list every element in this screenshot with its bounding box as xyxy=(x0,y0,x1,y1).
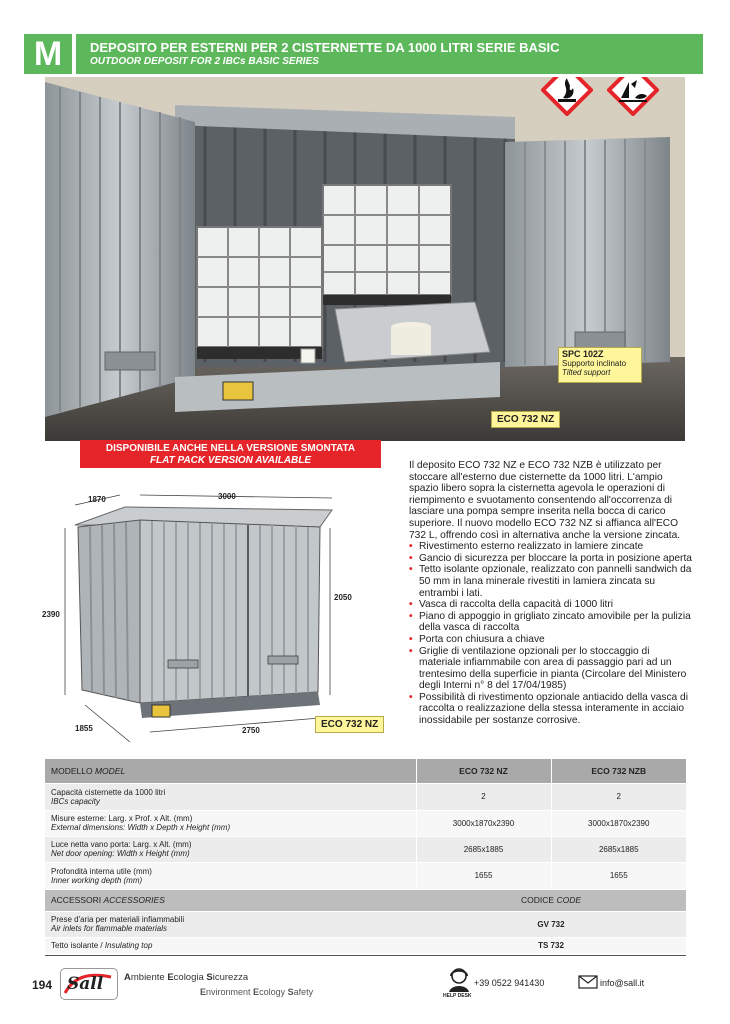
accessory-row xyxy=(45,911,686,937)
banner-line-en: FLAT PACK VERSION AVAILABLE xyxy=(149,455,312,466)
drawing-model-tag: ECO 732 NZ xyxy=(315,716,384,733)
accessory-code: GV 732 xyxy=(416,911,686,937)
table-cell: 2 xyxy=(551,783,686,810)
tagline-initial: A xyxy=(124,972,131,983)
row-label-en: External dimensions: Width x Depth x Height (mm) xyxy=(51,823,231,832)
row-label xyxy=(45,862,416,889)
helpdesk-label: HELP DESK xyxy=(443,993,472,999)
dim-height-door: 2050 xyxy=(334,593,352,602)
dim-height-total: 2390 xyxy=(42,610,60,619)
tagline-word: cologia xyxy=(173,972,207,983)
tagline-word: afety xyxy=(293,987,314,997)
table-cell: 2685x1885 xyxy=(551,836,686,862)
code-header xyxy=(416,889,686,911)
accessories-header-en: ACCESSORIES xyxy=(103,895,165,905)
feature-item: • Piano di appoggio in grigliato zincato amovibile per la pulizia della vasca di raccolta xyxy=(409,611,694,634)
spc-callout xyxy=(558,347,642,383)
feature-list xyxy=(409,541,694,727)
table-bottom-rule xyxy=(45,955,686,956)
accessory-label: Tetto isolante / Insulating top xyxy=(45,937,416,953)
dim-depth-top: 1870 xyxy=(88,495,106,504)
row-label-it: Capacità cisternette da 1000 litri xyxy=(51,787,166,797)
table-row xyxy=(45,862,686,889)
page-title: DEPOSITO PER ESTERNI PER 2 CISTERNETTE DA 1000 LITRI SERIE BASIC xyxy=(90,40,560,55)
tagline-word: mbiente xyxy=(130,972,168,983)
accessory-label-it: Prese d'aria per materiali infiammabili xyxy=(51,915,185,924)
accessory-label-en: Insulating top xyxy=(104,940,153,950)
table-cell: 1655 xyxy=(416,862,551,889)
row-label-it: Misure esterne: Larg. x Prof. x Alt. (mm) xyxy=(51,814,193,823)
tagline-word: nvironment xyxy=(206,987,254,997)
row-label xyxy=(45,783,416,810)
accessory-label xyxy=(45,911,416,937)
dim-depth-bottom: 1855 xyxy=(75,724,93,733)
model-col-2: ECO 732 NZB xyxy=(551,759,686,783)
table-row xyxy=(45,783,686,810)
row-label-en: Net door opening: Width x Height (mm) xyxy=(51,849,190,858)
logo-text: Sall xyxy=(67,974,104,994)
accessories-header-row xyxy=(45,889,686,911)
email-link[interactable]: info@sall.it xyxy=(600,978,645,988)
row-label-it: Profondità interna utile (mm) xyxy=(51,866,152,876)
feature-item: • Gancio di sicurezza per bloccare la porta in posizione aperta xyxy=(409,553,694,565)
container-drawing xyxy=(30,480,390,750)
callout-label-it: Supporto inclinato xyxy=(562,359,627,368)
accessories-header xyxy=(45,889,416,911)
description-intro: Il deposito ECO 732 NZ e ECO 732 NZB è utilizzato per stoccare all'esterno due cisternette da 1000 litri. L'ampio spazio libero sopra la cisternetta agevola le operazioni di riempimento e svuotamento consentendo all'occorrenza di lasciare una pompa sempre inserita nella bocca di carico superiore. Il nuovo modello ECO 732 NZ si affianca all'ECO 732 L, offrendo così in alternativa anche la versione zincata. xyxy=(409,460,681,541)
row-label xyxy=(45,810,416,836)
model-header-en: MODEL xyxy=(94,765,126,776)
table-cell: 3000x1870x2390 xyxy=(551,810,686,836)
row-label-it: Luce netta vano porta: Larg. x Alt. (mm) xyxy=(51,840,192,849)
feature-item: • Griglie di ventilazione opzionali per lo stoccaggio di materiale infiammabile con area di passaggio pari ad un trentesimo della superficie in pianta (Circolare del Ministero degli Interni n° 8 del 17/04/1985) xyxy=(409,646,694,692)
phone-number[interactable]: +39 0522 941430 xyxy=(474,978,545,988)
table-cell: 2 xyxy=(416,783,551,810)
row-label-en: Inner working depth (mm) xyxy=(51,875,143,885)
table-row xyxy=(45,836,686,862)
tagline-initial: E xyxy=(253,987,260,997)
flat-pack-banner xyxy=(80,440,381,468)
tagline-initial: E xyxy=(200,987,207,997)
accessory-label-it: Tetto isolante xyxy=(51,940,99,950)
accessory-label-en: Air inlets for flammable materials xyxy=(51,924,168,933)
mail-icon xyxy=(578,975,598,989)
model-col-1: ECO 732 NZ xyxy=(416,759,551,783)
code-header-it: CODICE xyxy=(521,895,555,905)
page-number: 194 xyxy=(32,978,53,992)
flammable-icon xyxy=(541,77,593,116)
accessory-row xyxy=(45,937,686,953)
table-cell: 3000x1870x2390 xyxy=(416,810,551,836)
photo-model-tag: ECO 732 NZ xyxy=(491,411,560,428)
spec-table xyxy=(45,759,686,954)
callout-label-en: Tilted support xyxy=(562,368,611,377)
tagline-en xyxy=(200,987,313,997)
product-photo xyxy=(45,77,685,441)
dimension-drawing xyxy=(30,480,390,750)
row-label xyxy=(45,836,416,862)
model-header xyxy=(45,759,416,783)
table-row xyxy=(45,810,686,836)
feature-item: • Porta con chiusura a chiave xyxy=(409,634,694,646)
tagline-it xyxy=(124,972,248,983)
table-cell: 2685x1885 xyxy=(416,836,551,862)
row-label-en: IBCs capacity xyxy=(51,796,100,806)
sall-logo xyxy=(60,968,118,1000)
dim-width-bottom: 2750 xyxy=(242,726,260,735)
tagline-initial: S xyxy=(287,987,294,997)
table-cell: 1655 xyxy=(551,862,686,889)
product-description xyxy=(409,460,694,727)
tagline-initial: E xyxy=(167,972,174,983)
feature-item: • Tetto isolante opzionale, realizzato con pannelli sandwich da 50 mm in lana minerale rivestiti in lamiera zincata su entrambi i lati. xyxy=(409,564,694,599)
table-header-row xyxy=(45,759,686,783)
accessory-code: TS 732 xyxy=(416,937,686,953)
environment-hazard-icon xyxy=(607,77,659,116)
feature-item: • Vasca di raccolta della capacità di 1000 litri xyxy=(409,599,694,611)
tagline-word: cology xyxy=(259,987,288,997)
tagline-initial: S xyxy=(206,972,213,983)
dim-width-top: 3000 xyxy=(218,492,236,501)
feature-item: • Rivestimento esterno realizzato in lamiere zincate xyxy=(409,541,694,553)
tagline-word: icurezza xyxy=(212,972,249,983)
code-header-en: CODE xyxy=(556,895,581,905)
product-photo-illustration xyxy=(45,77,685,441)
callout-code: SPC 102Z xyxy=(562,349,604,359)
page-subtitle: OUTDOOR DEPOSIT FOR 2 IBCs BASIC SERIES xyxy=(90,56,319,67)
model-header-it: MODELLO xyxy=(51,765,93,776)
feature-item: • Possibilità di rivestimento opzionale antiacido della vasca di raccolta o realizzazione della stessa interamente in acciaio inossidabile per sostanze corrosive. xyxy=(409,692,694,727)
accessories-header-it: ACCESSORI xyxy=(51,895,102,905)
section-letter: M xyxy=(24,34,72,74)
banner-line-it: DISPONIBILE ANCHE NELLA VERSIONE SMONTATA xyxy=(105,443,356,454)
